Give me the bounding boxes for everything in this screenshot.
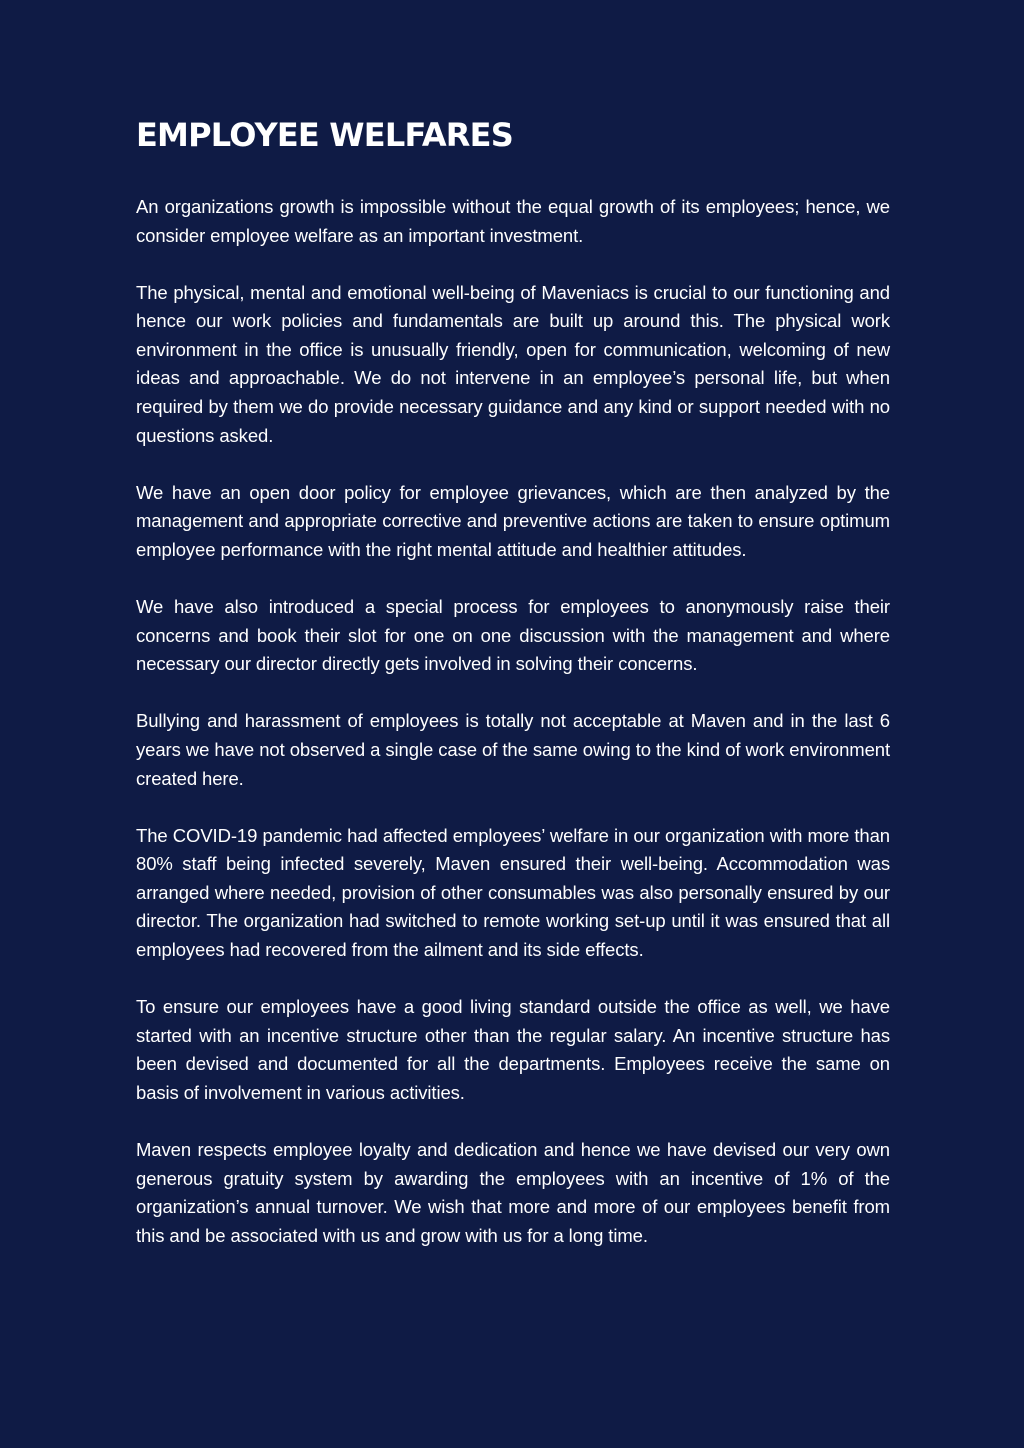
paragraph-wellbeing: The physical, mental and emotional well-being of Maveniacs is crucial to our functioning and hence our work policies and fundamentals are built up around this. The physical work environment in the office is unusually friendly, open for communication, welcoming of new ideas and approachable. We do not intervene in an employee’s personal life, but when required by them we do provide necessary guidance and any kind or support needed with no questions asked.: [136, 281, 890, 446]
document-page: [136, 112, 890, 1279]
paragraph-open-door-policy: We have an open door policy for employee grievances, which are then analyzed by the management and appropriate corrective and preventive actions are taken to ensure optimum employee performance with the right mental attitude and healthier attitudes.: [136, 481, 890, 560]
paragraph-incentive-structure: To ensure our employees have a good living standard outside the office as well, we have started with an incentive structure other than the regular salary. An incentive structure has been devised and documented for all the departments. Employees receive the same on basis of involvement in various activities.: [136, 996, 890, 1103]
paragraph-anonymous-concerns: We have also introduced a special process for employees to anonymously raise their concerns and book their slot for one on one discussion with the management and where necessary our director directly gets involved in solving their concerns.: [136, 596, 890, 675]
paragraph-covid-19: The COVID-19 pandemic had affected employees’ welfare in our organization with more than 80% staff being infected severely, Maven ensured their well-being. Accommodation was arranged where needed, provision of other consumables was also personally ensured by our director. The organization had switched to remote working set-up until it was ensured that all employees had recovered from the ailment and its side effects.: [136, 824, 890, 960]
body-copy: [136, 193, 890, 1250]
page-title: EMPLOYEE WELFARES: [136, 116, 513, 154]
paragraph-gratuity-system: Maven respects employee loyalty and dedication and hence we have devised our very own generous gratuity system by awarding the employees with an incentive of 1% of the organization’s annual turnover. We wish that more and more of our employees benefit from this and be associated with us and grow with us for a long time.: [136, 1138, 890, 1246]
paragraph-bullying-harassment: Bullying and harassment of employees is totally not acceptable at Maven and in the last 6 years we have not observed a single case of the same owing to the kind of work environment created here.: [136, 710, 890, 789]
paragraph-intro: An organizations growth is impossible without the equal growth of its employees; hence, we consider employee welfare as an important investment.: [136, 196, 890, 246]
